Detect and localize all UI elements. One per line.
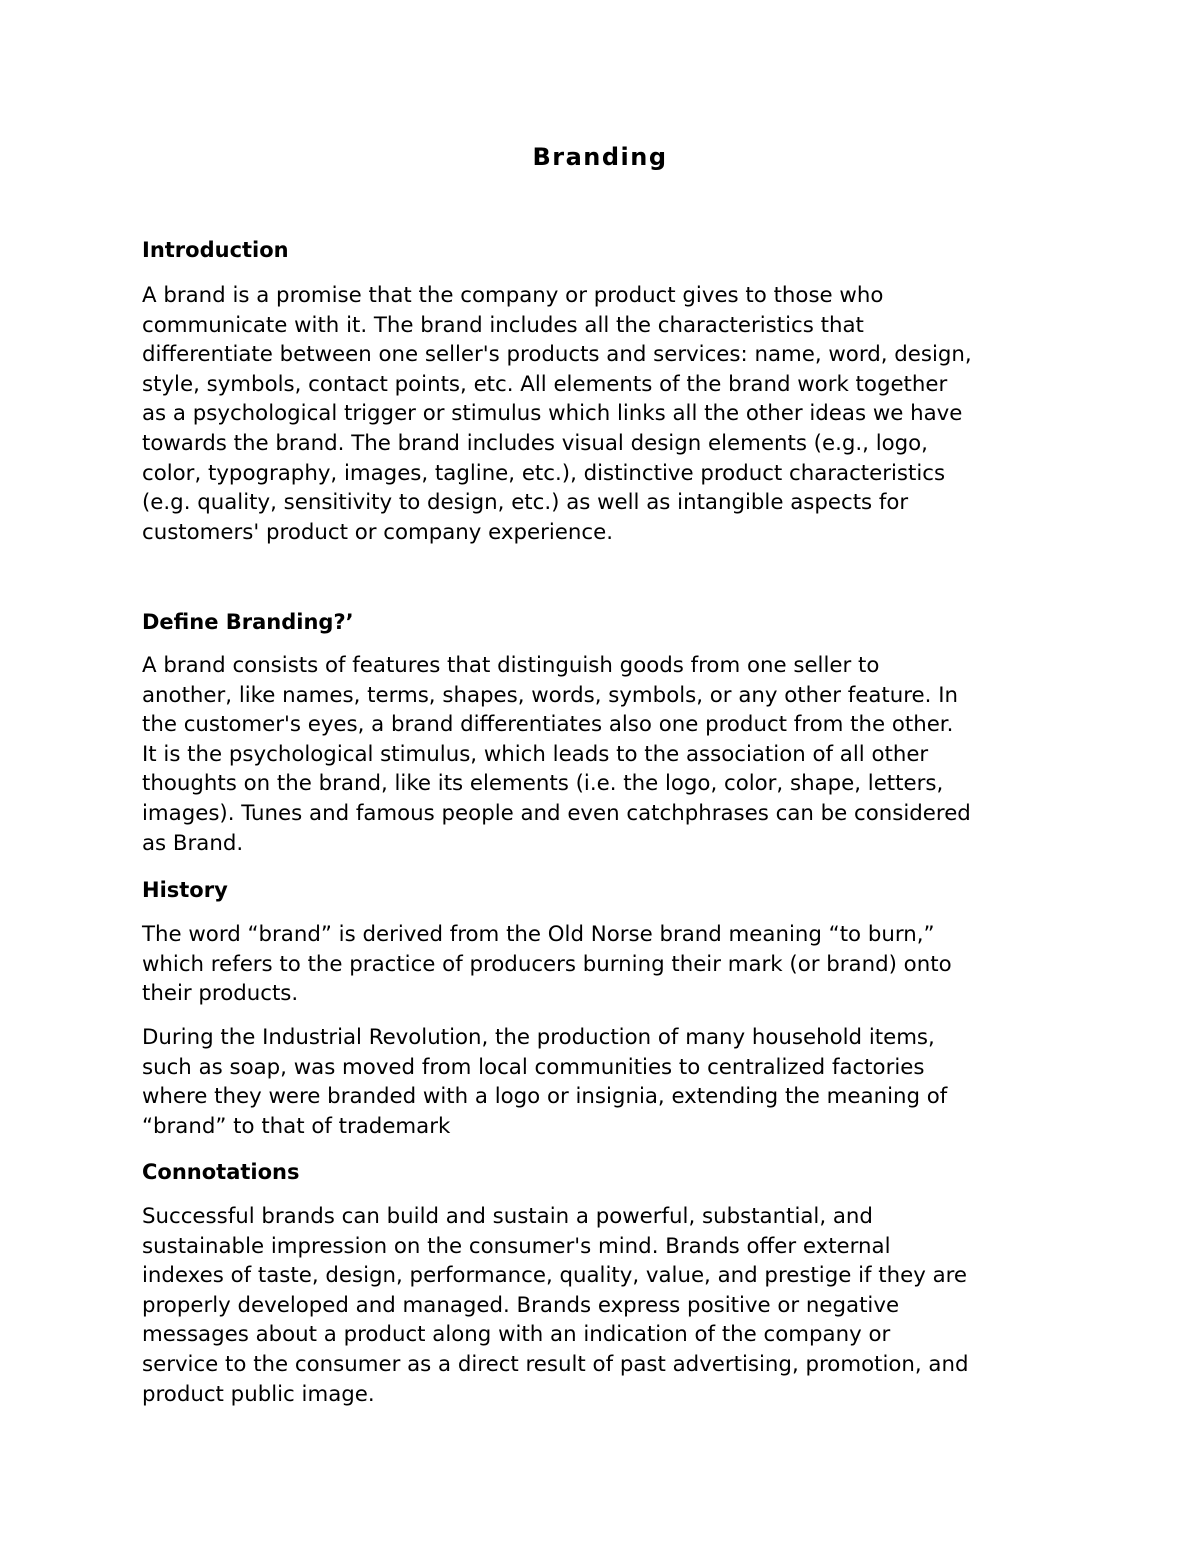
paragraph-history-2: During the Industrial Revolution, the production of many household items, such as soap, was moved from local communities to centralized factories where they were branded with a logo or insignia, extending the meaning of “brand” to that of trademark: [142, 1025, 948, 1139]
page-title: Branding: [532, 143, 668, 171]
paragraph-connotations: Successful brands can build and sustain a powerful, substantial, and sustainable impression on the consumer's mind. Brands offer external indexes of taste, design, performance, quality, value, and prestige if they are properly developed and managed. Brands express positive or negative messages about a product along with an indication of the company or service to the consumer as a direct result of past advertising, promotion, and product public image.: [142, 1204, 969, 1407]
paragraph-history-1: The word “brand” is derived from the Old Norse brand meaning “to burn,” which refers to the practice of producers burning their mark (or brand) onto their products.: [142, 922, 952, 1007]
section-heading-introduction: Introduction: [142, 238, 289, 262]
section-heading-define-branding: Define Branding?’: [142, 610, 354, 634]
section-heading-connotations: Connotations: [142, 1160, 300, 1184]
section-heading-history: History: [142, 878, 228, 902]
paragraph-introduction: A brand is a promise that the company or product gives to those who communicate with it. The brand includes all the characteristics that differentiate between one seller's products and services: name, word, design, style, symbols, contact points, etc. All elements of the brand work together as a psychological trigger or stimulus which links all the other ideas we have towards the brand. The brand includes visual design elements (e.g., logo, color, typography, images, tagline, etc.), distinctive product characteristics (e.g. quality, sensitivity to design, etc.) as well as intangible aspects for customers' product or company experience.: [142, 283, 972, 545]
paragraph-define-branding: A brand consists of features that distinguish goods from one seller to another, like names, terms, shapes, words, symbols, or any other feature. In the customer's eyes, a brand differentiates also one product from the other. It is the psychological stimulus, which leads to the association of all other thoughts on the brand, like its elements (i.e. the logo, color, shape, letters, images). Tunes and famous people and even catchphrases can be considered as Brand.: [142, 653, 971, 856]
